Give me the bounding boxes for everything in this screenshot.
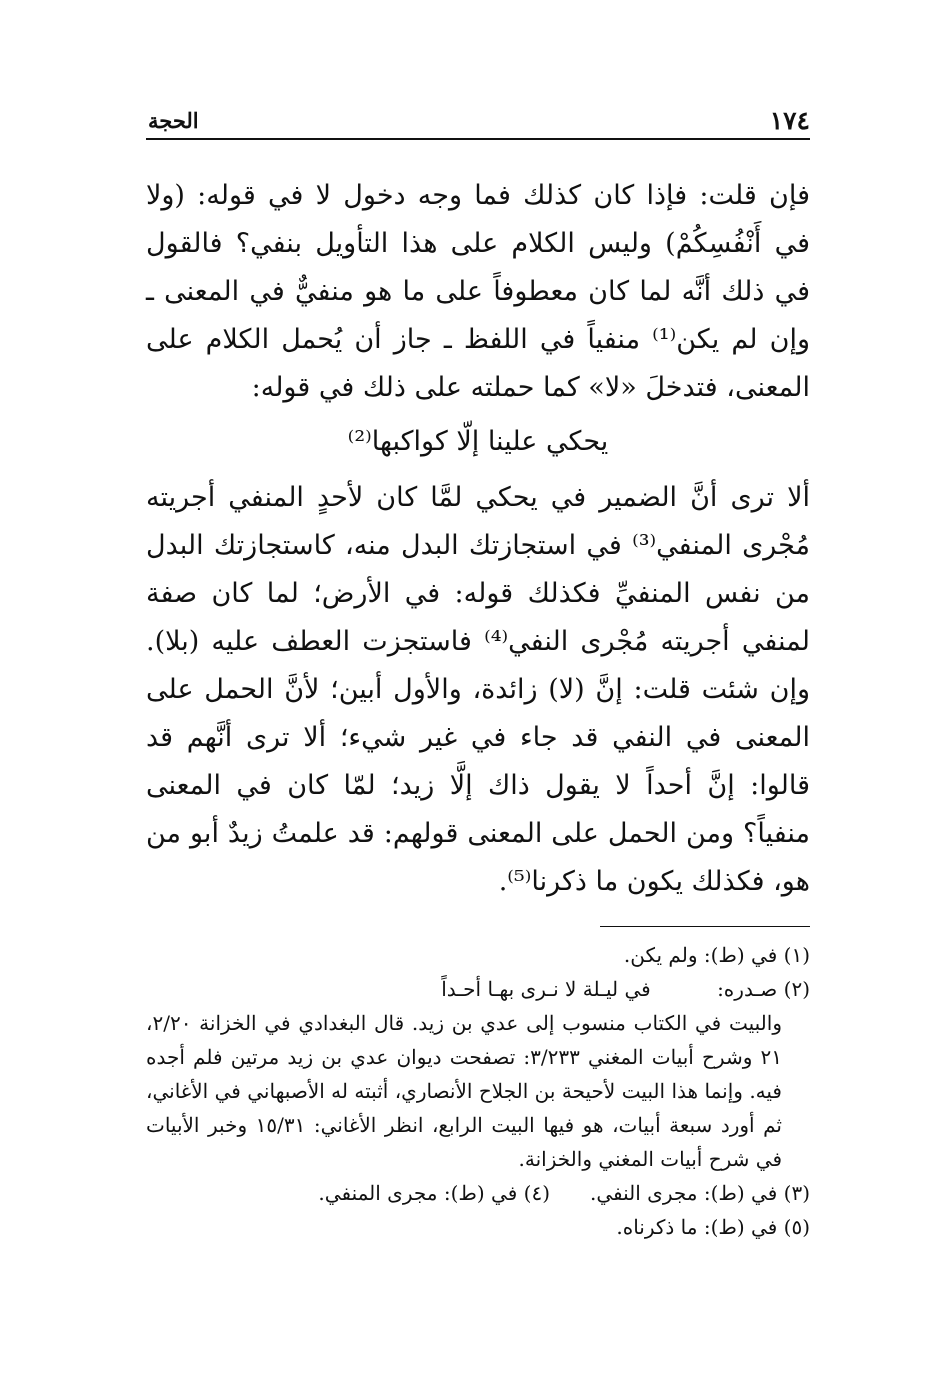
footnotes xyxy=(146,938,810,1244)
page-number: ١٧٤ xyxy=(769,106,810,135)
header-rule xyxy=(146,138,810,140)
footnote-5: (٥) في (ط): ما ذكرناه. xyxy=(616,1215,810,1239)
footnote-2-label: (٢) صـدره: xyxy=(717,977,810,1001)
footnote-rule xyxy=(600,926,810,927)
footnote-1: (١) في (ط): ولم يكن. xyxy=(623,943,810,967)
running-title: الحجة xyxy=(148,108,199,133)
footnote-2-verse: في ليـلة لا نـرى بهـا أحـداً xyxy=(441,977,651,1001)
footnote-2-header xyxy=(146,972,810,1006)
footnote-3: (٣) في (ط): مجرى النفي. xyxy=(589,1181,810,1205)
verse-line: يحكي علينا إلّا كواكبها⁽²⁾ xyxy=(347,426,609,457)
paragraph-2: ألا ترى أنَّ الضمير في يحكي لمَّا كان لأحدٍ المنفي أجريته مُجْرى المنفي⁽³⁾ في استجازتك البدل منه، كاستجازتك البدل من نفس المنفيِّ فكذلك قوله: في الأرض؛ لما كان صفة لمنفي أجريته مُجْرى النفي⁽⁴⁾ فاستجزت العطف عليه (بلا). وإن شئت قلت: إنَّ (لا) زائدة، والأول أبين؛ لأنَّ الحمل على المعنى في النفي قد جاء في غير شيء؛ ألا ترى أنَّهم قد قالوا: إنَّ أحداً لا يقول ذاك إلَّا زيد؛ لمّا كان في المعنى منفياً؟ ومن الحمل على المعنى قولهم: قد علمتُ زيدٌ أبو من هو، فكذلك يكون ما ذكرنا⁽⁵⁾. xyxy=(146,482,810,897)
page-header xyxy=(148,106,810,136)
main-text xyxy=(146,172,810,906)
footnote-row-3-4 xyxy=(146,1176,810,1210)
paragraph-1: فإن قلت: فإذا كان كذلك فما وجه دخول لا في قوله: (ولا في أَنْفُسِكُمْ) وليس الكلام على هذا التأويل بنفي؟ فالقول في ذلك أنَّه لما كان معطوفاً على ما هو منفيٌّ في المعنى ـ وإن لم يكن⁽¹⁾ منفياً في اللفظ ـ جاز أن يُحمل الكلام على المعنى، فتدخلَ «لا» كما حملته على ذلك في قوله: xyxy=(146,180,810,403)
footnote-2-text: والبيت في الكتاب منسوب إلى عدي بن زيد. قال البغدادي في الخزانة ٢/٢٠، ٢١ وشرح أبيات المغني ٣/٢٣٣: تصفحت ديوان عدي بن زيد مرتين فلم أجده فيه. وإنما هذا البيت لأحيحة بن الجلاح الأنصاري، أثبته له الأصبهاني في الأغاني، ثم أورد سبعة أبيات، هو فيها البيت الرابع، انظر الأغاني: ١٥/٣١ وخبر الأبيات في شرح أبيات المغني والخزانة. xyxy=(146,1011,782,1171)
footnote-4: (٤) في (ط): مجرى المنفي. xyxy=(318,1181,550,1205)
